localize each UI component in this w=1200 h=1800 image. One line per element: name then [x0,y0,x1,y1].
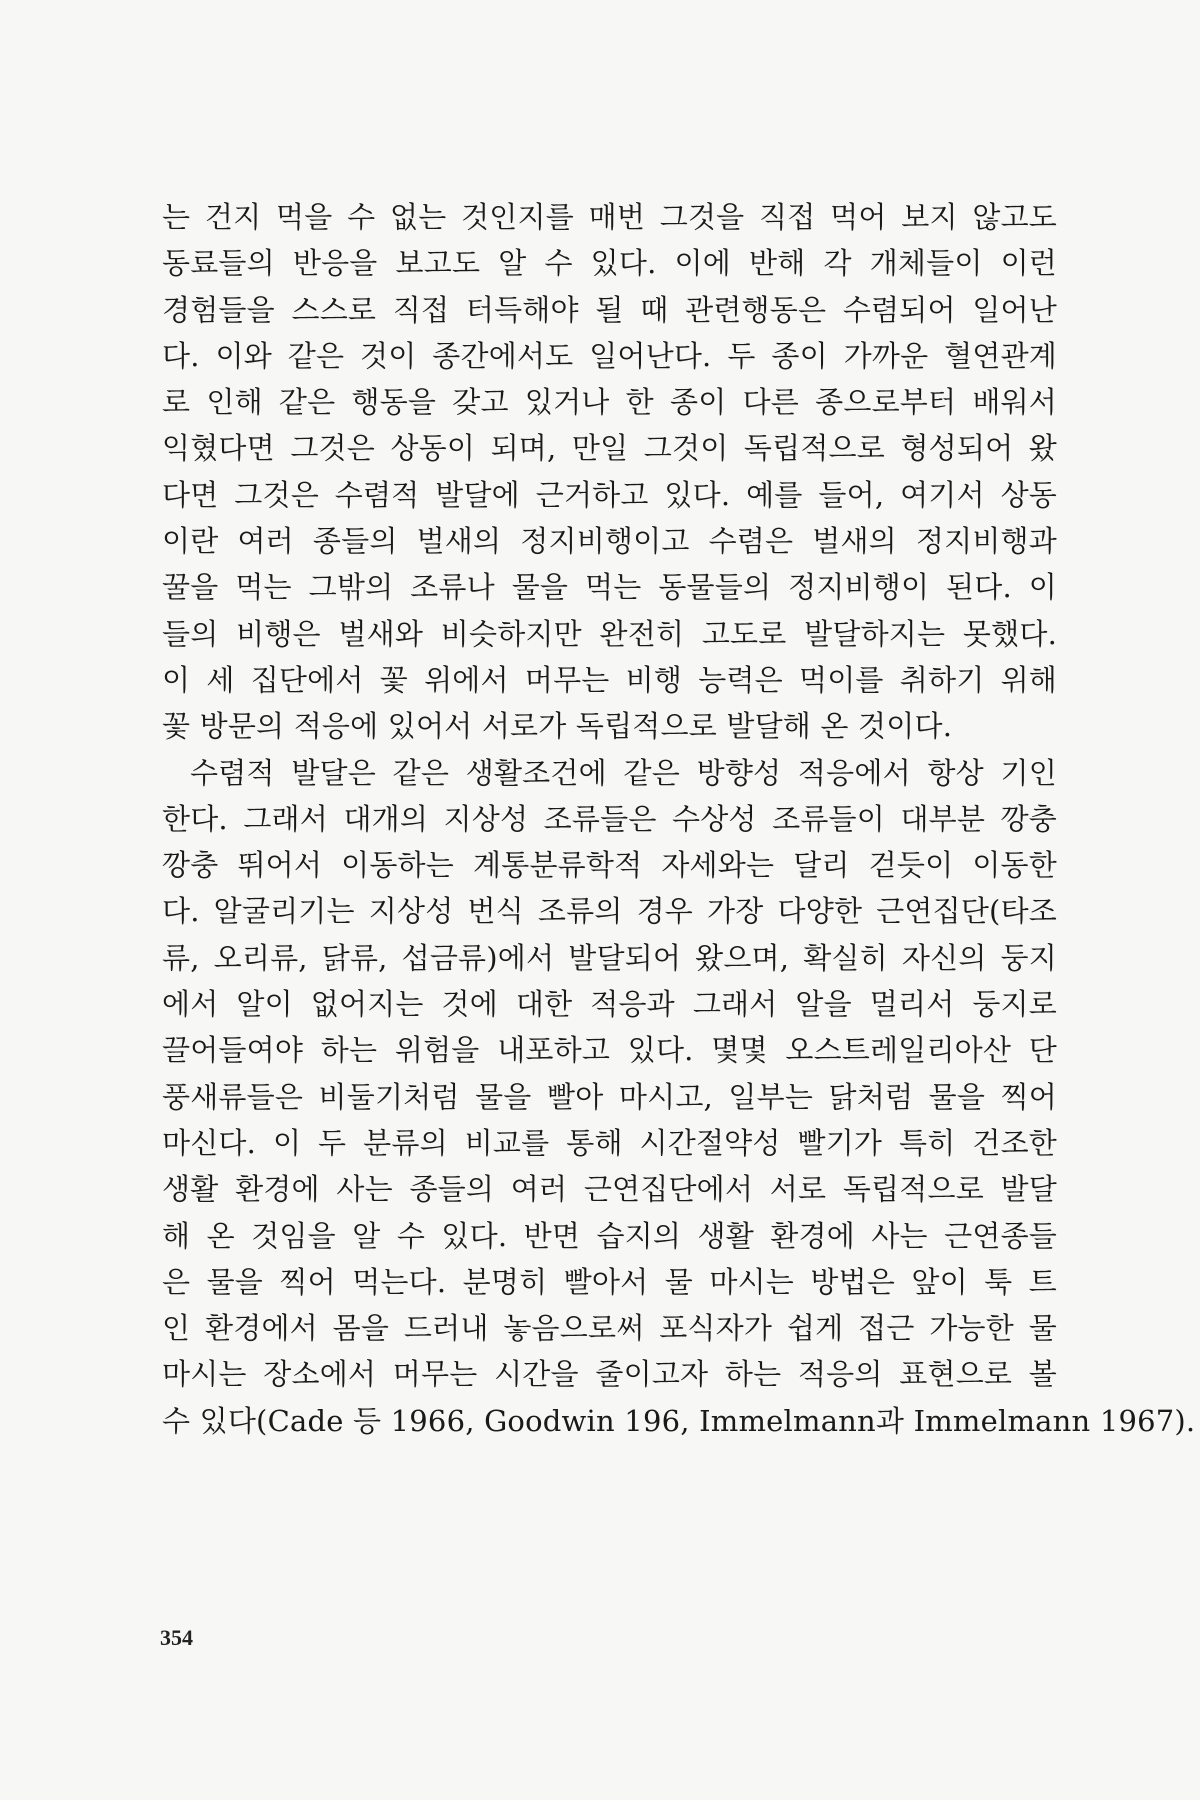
text-line: 익혔다면 그것은 상동이 되며, 만일 그것이 독립적으로 형성되어 왔 [162,431,1057,466]
text-line: 마시는 장소에서 머무는 시간을 줄이고자 하는 적응의 표현으로 볼 [162,1357,1057,1392]
paragraph [162,194,1057,750]
text-line: 한다. 그래서 대개의 지상성 조류들은 수상성 조류들이 대부분 깡충 [162,801,1057,836]
text-line: 는 건지 먹을 수 없는 것인지를 매번 그것을 직접 먹어 보지 않고도 [162,200,1057,234]
text-line: 인 환경에서 몸을 드러내 놓음으로써 포식자가 쉽게 접근 가능한 물 [162,1311,1057,1346]
text-line: 꽃 방문의 적응에 있어서 서로가 독립적으로 발달해 온 것이다. [162,709,953,744]
text-line: 풍새류들은 비둘기처럼 물을 빨아 마시고, 일부는 닭처럼 물을 찍어 [162,1079,1057,1114]
text-line: 다. 이와 같은 것이 종간에서도 일어난다. 두 종이 가까운 혈연관계 [162,338,1057,373]
text-line: 로 인해 같은 행동을 갖고 있거나 한 종이 다른 종으로부터 배워서 [162,385,1057,420]
text-line: 다. 알굴리기는 지상성 번식 조류의 경우 가장 다양한 근연집단(타조 [162,894,1057,929]
text-line: 은 물을 찍어 먹는다. 분명히 빨아서 물 마시는 방법은 앞이 툭 트 [162,1264,1057,1299]
text-line: 이 세 집단에서 꽃 위에서 머무는 비행 능력은 먹이를 취하기 위해 [162,662,1057,697]
text-line: 이란 여러 종들의 벌새의 정지비행이고 수렴은 벌새의 정지비행과 [162,524,1057,559]
page-number: 354 [160,1625,193,1650]
text-line: 수 있다(Cade 등 1966, Goodwin 196, Immelmann과 Immelmann 1967). [162,1403,1196,1438]
text-line: 경험들을 스스로 직접 터득해야 될 때 관련행동은 수렴되어 일어난 [162,292,1057,327]
text-line: 꿀을 먹는 그밖의 조류나 물을 먹는 동물들의 정지비행이 된다. 이 [162,570,1057,605]
text-line: 다면 그것은 수렴적 발달에 근거하고 있다. 예를 들어, 여기서 상동 [162,477,1057,512]
text-line: 들의 비행은 벌새와 비슷하지만 완전히 고도로 발달하지는 못했다. [162,616,1057,651]
text-line: 류, 오리류, 닭류, 섭금류)에서 발달되어 왔으며, 확실히 자신의 둥지 [162,940,1057,975]
paragraph [162,750,1196,1444]
text-line: 에서 알이 없어지는 것에 대한 적응과 그래서 알을 멀리서 둥지로 [162,987,1057,1022]
text-line: 수렴적 발달은 같은 생활조건에 같은 방향성 적응에서 항상 기인 [190,755,1057,790]
text-line: 생활 환경에 사는 종들의 여러 근연집단에서 서로 독립적으로 발달 [162,1172,1057,1207]
body-text [162,194,1196,1444]
text-line: 깡충 뛰어서 이동하는 계통분류학적 자세와는 달리 걷듯이 이동한 [162,848,1057,883]
text-line: 끌어들여야 하는 위험을 내포하고 있다. 몇몇 오스트레일리아산 단 [162,1033,1057,1068]
text-line: 해 온 것임을 알 수 있다. 반면 습지의 생활 환경에 사는 근연종들 [162,1218,1057,1253]
text-line: 마신다. 이 두 분류의 비교를 통해 시간절약성 빨기가 특히 건조한 [162,1125,1057,1160]
text-line: 동료들의 반응을 보고도 알 수 있다. 이에 반해 각 개체들이 이런 [162,246,1057,281]
